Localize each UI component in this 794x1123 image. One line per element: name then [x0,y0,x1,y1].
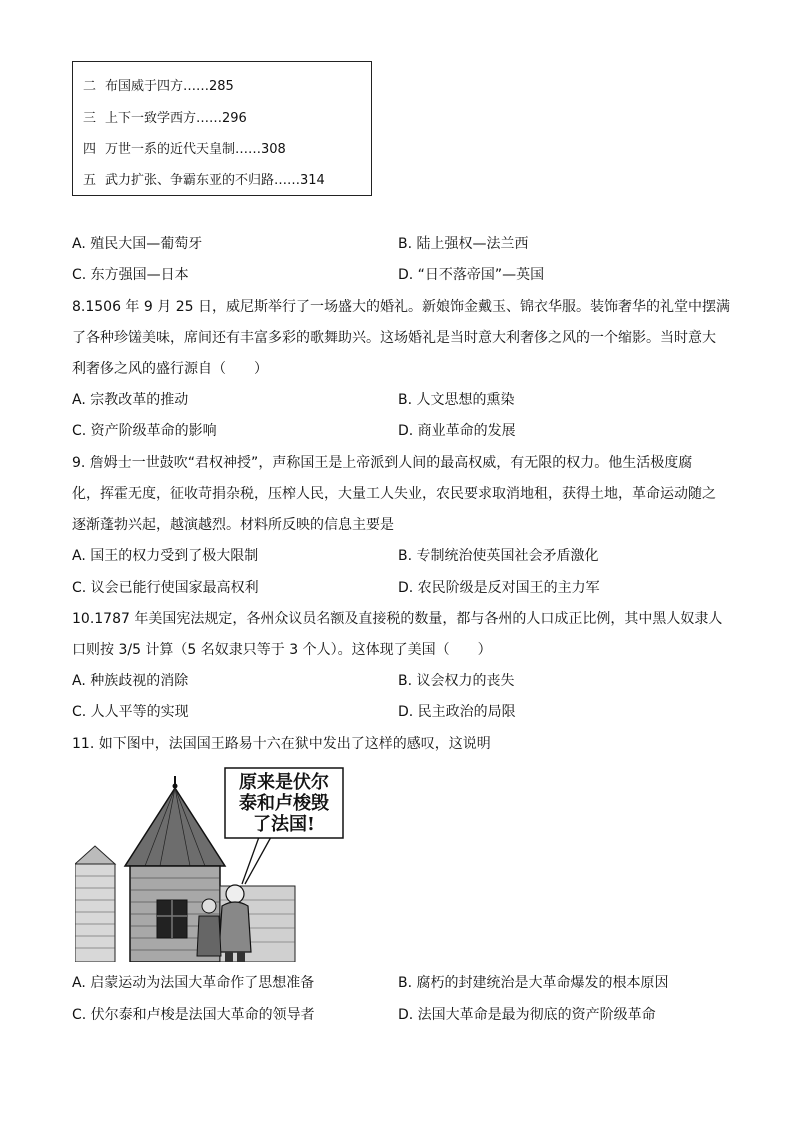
question-10-line: 口则按 3/5 计算（5 名奴隶只等于 3 个人）。这体现了美国（ ） [72,642,492,658]
option-b: B. 腐朽的封建统治是大革命爆发的根本原因 [398,975,669,991]
toc-box [72,61,372,196]
option-c: C. 人人平等的实现 [72,704,189,720]
question-9-line: 9. 詹姆士一世鼓吹“君权神授”，声称国王是上帝派到人间的最高权威，有无限的权力。他生活极度腐 [72,455,693,471]
option-b: B. 专制统治使英国社会矛盾激化 [398,548,599,564]
question-8-line: 了各种珍馐美味，席间还有丰富多彩的歌舞助兴。这场婚礼是当时意大利奢侈之风的一个缩影。当时意大 [72,330,716,346]
option-a: A. 启蒙运动为法国大革命作了思想准备 [72,975,315,991]
option-c: C. 伏尔泰和卢梭是法国大革命的领导者 [72,1007,315,1023]
option-d: D. 法国大革命是最为彻底的资产阶级革命 [398,1007,656,1023]
question-9-line: 化，挥霍无度，征收苛捐杂税，压榨人民，大量工人失业，农民要求取消地租，获得土地，革命运动随之 [72,486,716,502]
question-8-line: 利奢侈之风的盛行源自（ ） [72,361,268,377]
option-b: B. 陆上强权—法兰西 [398,236,529,252]
speech-bubble: 原来是伏尔 泰和卢梭毁 了法国! [239,772,329,835]
option-b: B. 议会权力的丧失 [398,673,515,689]
toc-line: 三 上下一致学西方……296 [83,111,247,126]
question-10-line: 10.1787 年美国宪法规定，各州众议员名额及直接税的数量，都与各州的人口成正比例，其中黑人奴隶人 [72,611,723,627]
option-a: A. 种族歧视的消除 [72,673,189,689]
option-c: C. 议会已能行使国家最高权利 [72,580,259,596]
option-a: A. 国王的权力受到了极大限制 [72,548,259,564]
option-a: A. 宗教改革的推动 [72,392,189,408]
option-d: D. 民主政治的局限 [398,704,516,720]
option-a: A. 殖民大国—葡萄牙 [72,236,203,252]
toc-line: 五 武力扩张、争霸东亚的不归路……314 [83,173,325,188]
option-c: C. 资产阶级革命的影响 [72,423,217,439]
question-11-line: 11. 如下图中，法国国王路易十六在狱中发出了这样的感叹，这说明 [72,736,491,752]
option-b: B. 人文思想的熏染 [398,392,515,408]
option-d: D. “日不落帝国”—英国 [398,267,545,283]
option-c: C. 东方强国—日本 [72,267,189,283]
toc-line: 二 布国威于四方……285 [83,79,234,94]
question-9-line: 逐渐蓬勃兴起，越演越烈。材料所反映的信息主要是 [72,517,394,533]
cartoon-illustration [75,766,345,962]
question-8-line: 8.1506 年 9 月 25 日，威尼斯举行了一场盛大的婚礼。新娘饰金戴玉、锦衣华服。装饰奢华的礼堂中摆满 [72,299,730,315]
option-d: D. 商业革命的发展 [398,423,516,439]
option-d: D. 农民阶级是反对国王的主力军 [398,580,600,596]
toc-line: 四 万世一系的近代天皇制……308 [83,142,286,157]
